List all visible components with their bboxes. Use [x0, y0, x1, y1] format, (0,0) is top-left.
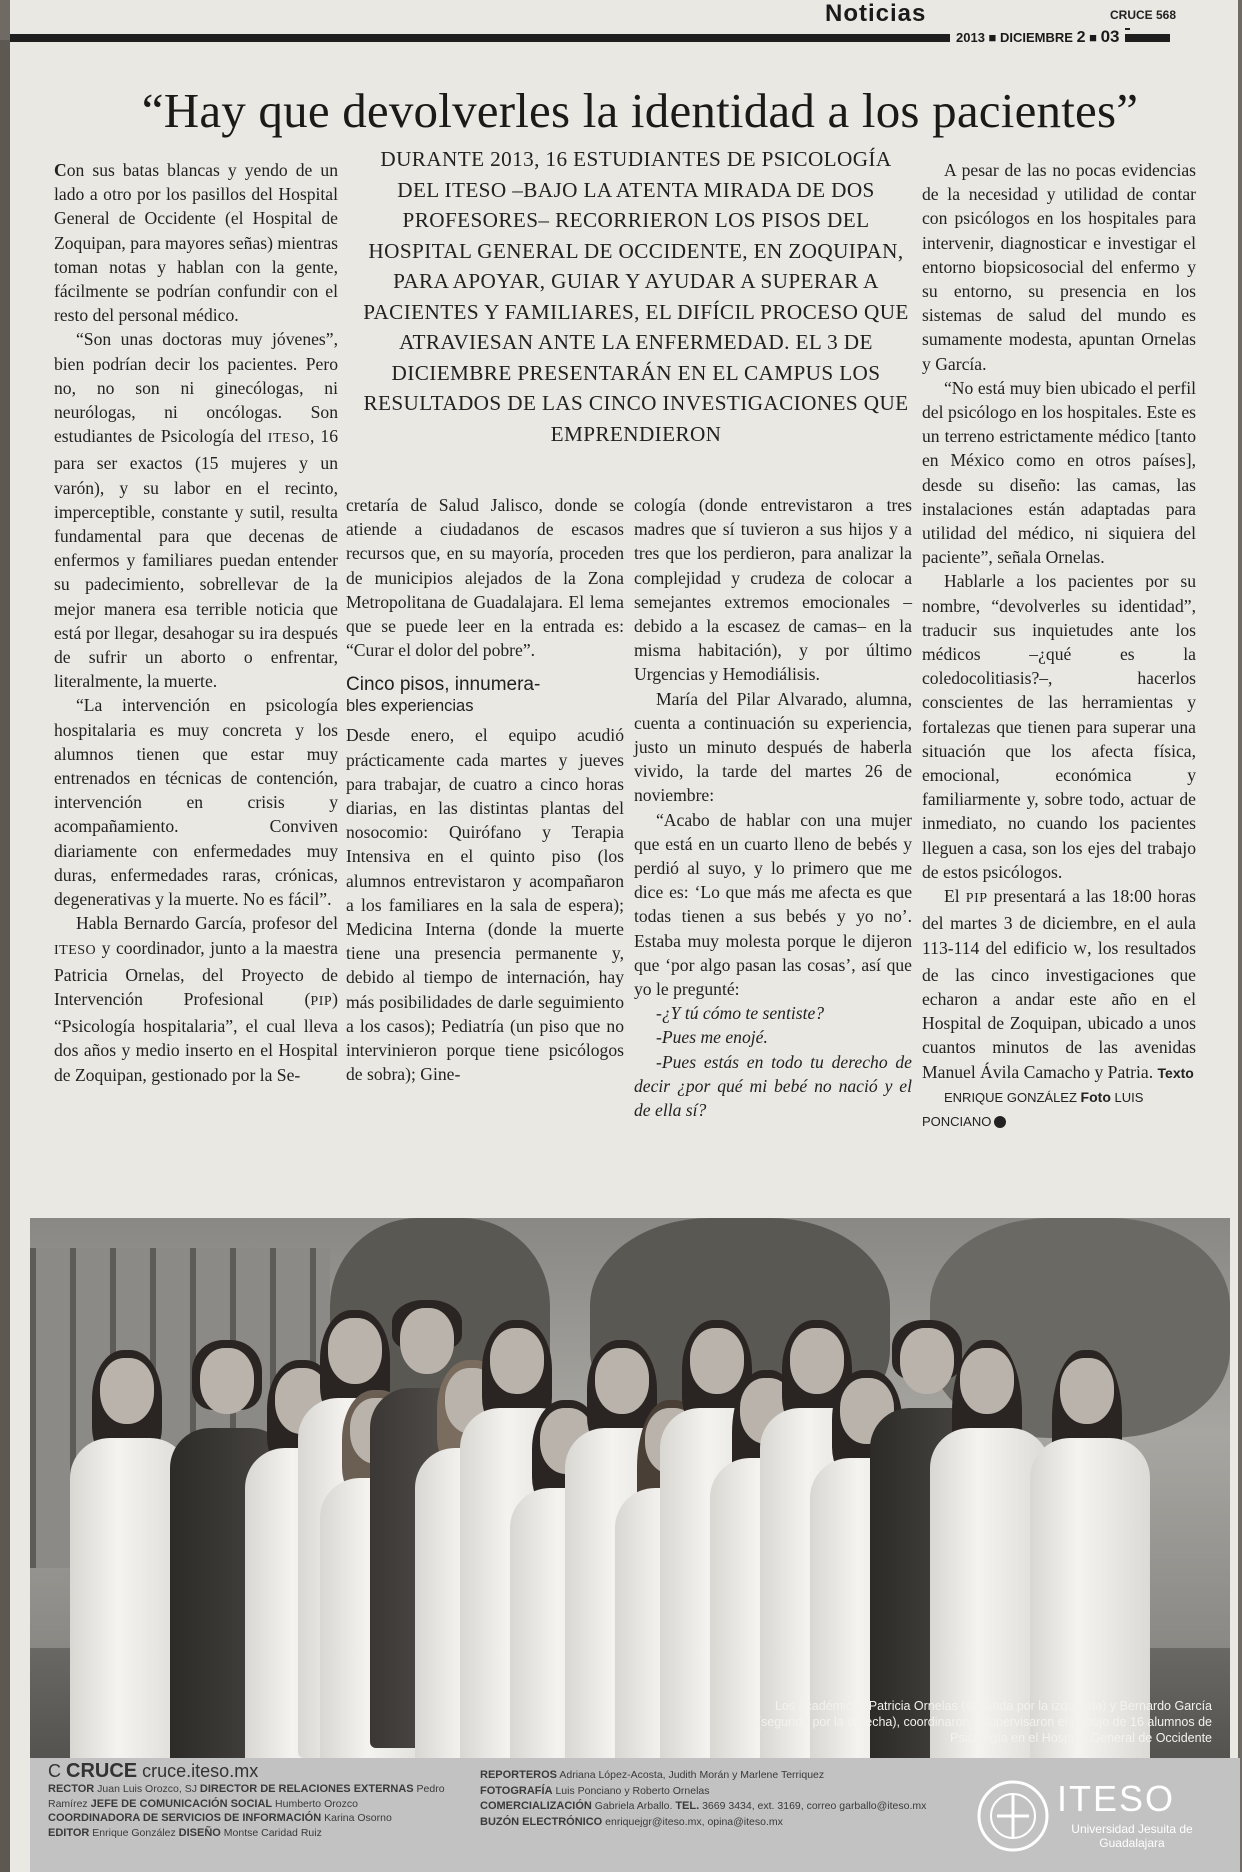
- date-year: 2013: [956, 30, 985, 45]
- paragraph: Con sus batas blancas y yendo de un lado a otro por los pasillos del Hospital General de Occidente (el Hospital de Zoquipan, para mayores señas) mientras toman notas y hablan con la gente, fácilmente se podrían confundir con el resto del personal médico.: [54, 160, 338, 326]
- page-number: 03: [1100, 27, 1120, 46]
- drop-cap: C: [54, 160, 67, 180]
- paragraph: María del Pilar Alvarado, alumna, cuenta a continuación su experiencia, justo un minuto después de haberla vivido, la tarde del martes 26 de noviembre:: [634, 688, 912, 806]
- foto-label: Foto: [1080, 1088, 1111, 1105]
- site-link[interactable]: cruce.iteso.mx: [142, 1761, 259, 1781]
- footer-brand: [48, 1760, 258, 1783]
- paragraph: “Son unas doctoras muy jóvenes”, bien podrían decir los pacientes. Pero no, no son ni ginecólogas, ni neurólogas, ni oncólogas. Son estudiantes de Psicología del ITESO, 16 para ser exactos (15 mujeres y un varón), y su labor en el recinto, imperceptible, constante y sutil, resulta fundamental para que decenas de enfermos y familiares puedan entender su padecimiento, sobrellevar de la mejor manera esa terrible noticia que está por llegar, desahogar su ira después de sufrir un aborto o enfrentar, literalmente, la muerte.: [54, 329, 339, 692]
- group-photo: [30, 1218, 1230, 1758]
- author-name: ENRIQUE GONZÁLEZ: [944, 1089, 1077, 1105]
- iteso-tagline: Universidad Jesuita de Guadalajara: [1071, 1822, 1193, 1850]
- photographer-name: LUIS PONCIANO: [922, 1089, 1144, 1129]
- paragraph: A pesar de las no pocas evidencias de la necesidad y utilidad de contar con psicólogos en los hospitales para intervenir, diagnosticar e investigar el entorno biopsicosocial del enfermo y su entorno, su presencia en los sistemas de salud del mundo es sumamente modesta, apuntan Ornelas y García.: [922, 160, 1196, 374]
- dialogue-line: -Pues me enojé.: [656, 1027, 768, 1048]
- date-day: 2: [1076, 29, 1086, 46]
- issue-date: 2013 ■ DICIEMBRE 2 ■ 03: [950, 27, 1125, 47]
- column-2: [346, 493, 624, 1086]
- cruce-logo-icon: C: [48, 1761, 61, 1781]
- paragraph: “La intervención en psicología hospitalaria es muy concreta y los alumnos tienen que estar muy entrenados en técnicas de contención, intervención en crisis y acompañamiento. Conviven diariamente con enfermedades muy duras, enfermedades raras, crónicas, degenerativas y la muerte. No es fácil”.: [54, 695, 338, 910]
- paragraph: Hablarle a los pacientes por su nombre, “devolverles su identidad”, traducir sus inquietudes ante los médicos –¿qué es la coledocolitiasis?–, hacerlos conscientes de las herramientas y fortalezas que tienen para superar una situación que los afecta física, emocional, económica y familiarmente y, sobre todo, actuar de inmediato, no cuando los pacientes lleguen a casa, son los ejes del trabajo de estos psicólogos.: [922, 571, 1196, 882]
- date-month: DICIEMBRE: [1000, 30, 1073, 45]
- paragraph: “Acabo de hablar con una mujer que está en un cuarto lleno de bebés y perdió al suyo, y lo primero que me dice es: ‘Lo que más me afecta es que todas tienen a sus bebés y yo no’. Estaba muy molesta porque le dijeron que ‘por algo pasan las cosas’, así que yo le pregunté:: [634, 809, 912, 1000]
- paragraph: cología (donde entrevistaron a tres madres que sí tuvieron a sus hijos y a tres que los perdieron, para analizar la complejidad y crudeza de colocar a semejantes extremos emocionales –debido a la escasez de camas– en la misma habitación), y por último Urgencias y Hemodiálisis.: [634, 495, 912, 685]
- dialogue-line: -¿Y tú cómo te sentiste?: [656, 1003, 825, 1024]
- newspaper-page: [10, 0, 1238, 1872]
- article-headline: “Hay que devolverles la identidad a los pacientes”: [141, 83, 1139, 138]
- texto-label: Texto: [1157, 1064, 1194, 1081]
- staff-list-left: RECTOR Juan Luis Orozco, SJ DIRECTOR DE RELACIONES EXTERNAS Pedro Ramírez JEFE DE COMUNICACIÓN SOCIAL Humberto Orozco COORDINADORA DE SERVICIOS DE INFORMACIÓN Karina Osorno EDITOR Enrique González DISEÑO Montse Caridad Ruiz: [48, 1783, 445, 1839]
- paragraph: Desde enero, el equipo acudió prácticamente cada martes y jueves para trabajar, de cuatro a cinco horas diarias, en las distintas plantas del nosocomio: Quirófano y Terapia Intensiva en el quinto piso (los alumnos entrevistaron y acompañaron a los familiares en la sala de espera); Medicina Interna (donde la muerte tiene una presencia permanente y, debido al tiempo de internación, hay más posibilidades de darle seguimiento a los casos); Pediatría (un piso que no intervinieron porque tiene psicólogos de sobra); Gine-: [346, 725, 624, 1085]
- paragraph: Habla Bernardo García, profesor del ITESO y coordinador, junto a la maestra Patricia Ornelas, del Proyecto de Intervención Profesional (PIP) “Psicología hospitalaria”, el cual lleva dos años y medio inserto en el Hospital de Zoquipan, gestionado por la Se-: [54, 913, 338, 1085]
- end-mark-icon: [994, 1116, 1006, 1128]
- byline: [922, 1085, 1196, 1134]
- subheading: Cinco pisos, innumera- bles experiencias: [346, 674, 541, 716]
- paragraph: cretaría de Salud Jalisco, donde se atiende a ciudadanos de escasos recursos que, en su mayoría, proceden de municipios alejados de la Zona Metropolitana de Guadalajara. El lema que se puede leer en la entrada es: “Curar el dolor del pobre”.: [346, 495, 624, 661]
- column-4: [922, 158, 1196, 1134]
- section-title: Noticias: [825, 0, 927, 27]
- paragraph: “No está muy bien ubicado el perfil del psicólogo en los hospitales. Este es un terreno estrictamente médico [tanto en México como en otros países], desde su diseño: las camas, las instalaciones están adaptadas para utilidad del médico, ni siquiera del paciente”, señala Ornelas.: [922, 377, 1196, 568]
- photo-caption: Los académicos Patricia Ornelas (segunda por la izquierda) y Bernardo García (segundo por la derecha), coordinaron y supervisaron el trabajo de 16 alumnos de Psicología en el Hospital General de Occidente: [756, 1699, 1212, 1745]
- dialogue-line: -Pues estás en todo tu derecho de decir ¿por qué mi bebé no nació y el de ella sí?: [634, 1051, 912, 1121]
- brand-name: CRUCE: [66, 1760, 138, 1782]
- column-3: [634, 493, 912, 1122]
- issue-number: CRUCE 568: [1110, 8, 1177, 22]
- article-deck: DURANTE 2013, 16 ESTUDIANTES DE PSICOLOGÍA DEL ITESO –BAJO LA ATENTA MIRADA DE DOS PROFESORES– RECORRIERON LOS PISOS DEL HOSPITAL GENERAL DE OCCIDENTE, EN ZOQUIPAN, PARA APOYAR, GUIAR Y AYUDAR A SUPERAR A PACIENTES Y FAMILIARES, EL DIFÍCIL PROCESO QUE ATRAVIESAN ANTE LA ENFERMEDAD. EL 3 DE DICIEMBRE PRESENTARÁN EN EL CAMPUS LOS RESULTADOS DE LAS CINCO INVESTIGACIONES QUE EMPRENDIERON: [363, 147, 909, 446]
- masthead-footer: [30, 1758, 1240, 1872]
- staff-list-right: REPORTEROS Adriana López-Acosta, Judith Morán y Marlene Terriquez FOTOGRAFÍA Luis Ponciano y Roberto Ornelas COMERCIALIZACIÓN Gabriela Arballo. TEL. 3669 3434, ext. 3169, correo garballo@iteso.mx BUZÓN ELECTRÓNICO enriquejgr@iteso.mx, opina@iteso.mx: [480, 1769, 927, 1828]
- iteso-wordmark: ITESO: [1057, 1778, 1176, 1819]
- iteso-seal-icon: [975, 1778, 1051, 1854]
- paragraph: El PIP presentará a las 18:00 horas del martes 3 de diciembre, en el aula 113-114 del edificio W, los resultados de las cinco investigaciones que echaron a andar este año en el Hospital de Zoquipan, ubicado a unos cuantos minutos de las avenidas Manuel Ávila Camacho y Patria. Texto: [922, 886, 1196, 1082]
- column-1: [54, 158, 338, 1087]
